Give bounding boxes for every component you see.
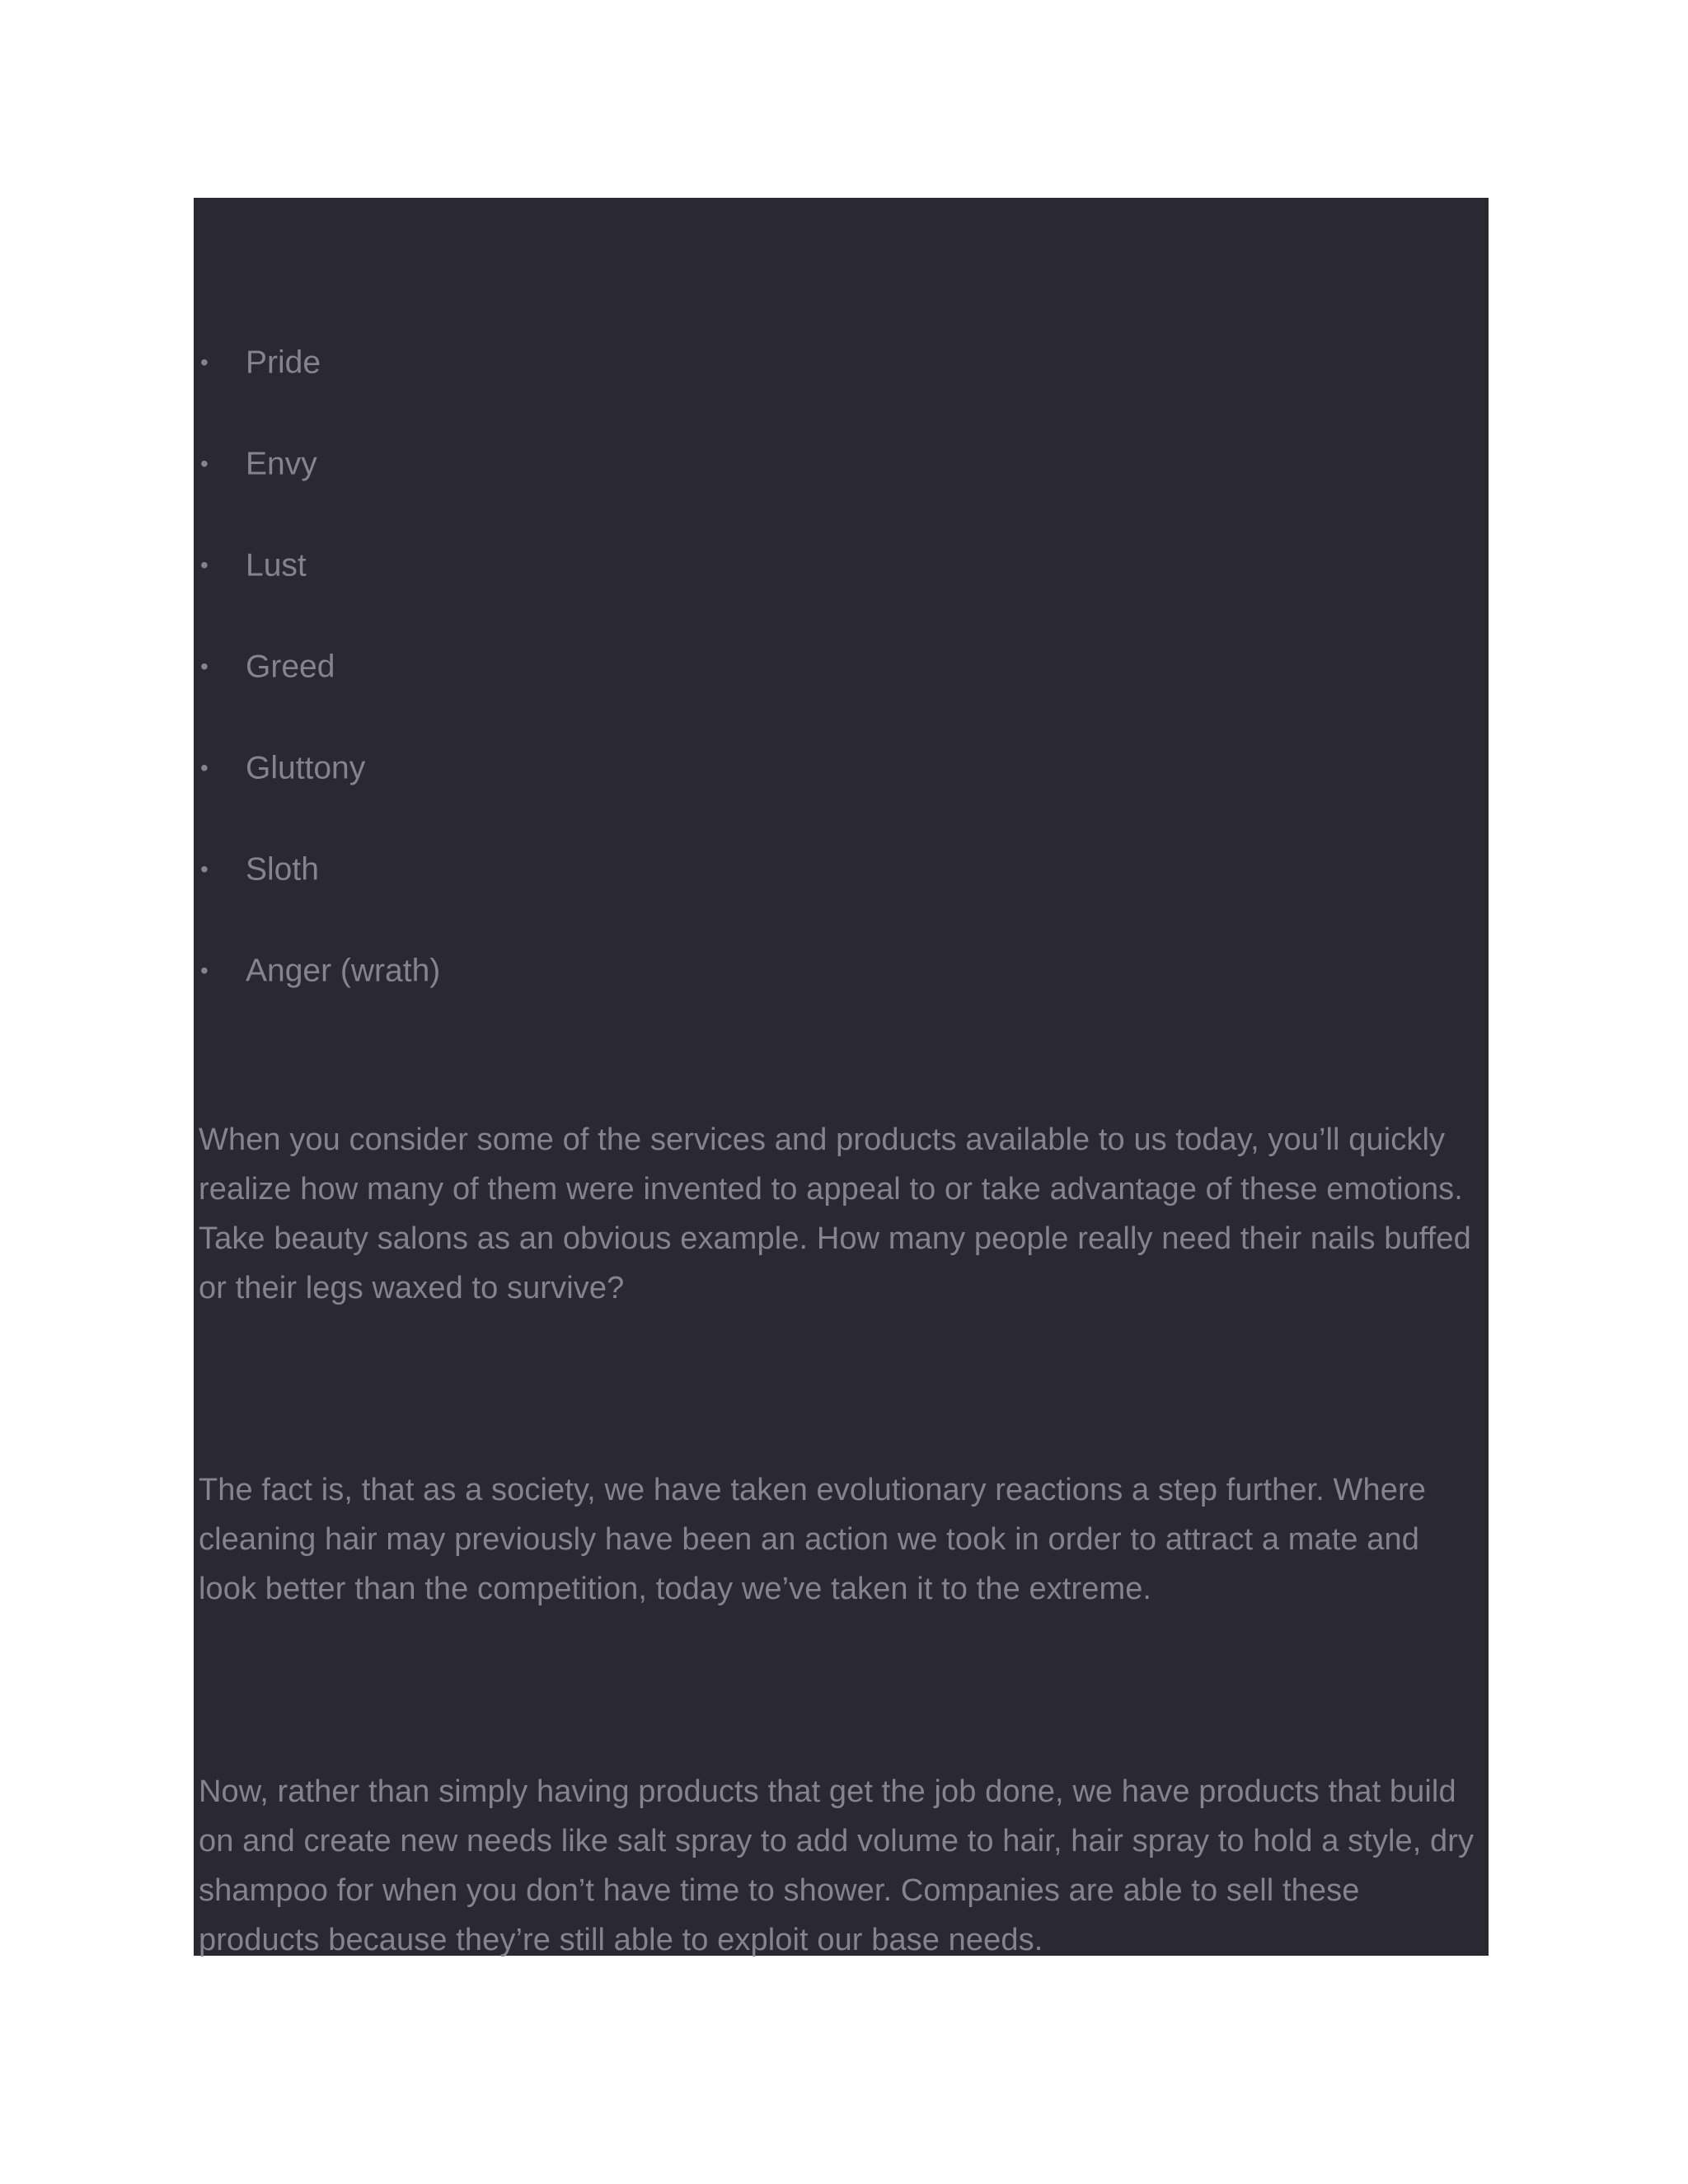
bullet-icon: • — [200, 349, 209, 375]
list-item-label: Envy — [246, 446, 317, 481]
list-item-label: Lust — [246, 547, 307, 583]
sins-bullet-list — [194, 312, 1489, 1021]
list-item — [194, 818, 1489, 920]
bullet-icon: • — [200, 855, 209, 882]
paragraph-new-needs: Now, rather than simply having products that get the job done, we have products that build on and create new needs like salt spray to add volume to hair, hair spray to hold a style, dry shampoo for when you don’t have time to shower. Companies are able to sell these products because they’re still able to exploit our base needs. — [199, 1774, 1475, 1957]
document-content-block — [194, 198, 1489, 1956]
bullet-icon: • — [200, 450, 209, 476]
bullet-icon: • — [200, 957, 209, 983]
list-item — [194, 920, 1489, 1021]
bullet-icon: • — [200, 551, 209, 578]
bullet-icon: • — [200, 653, 209, 679]
list-item-label: Sloth — [246, 851, 319, 887]
list-item — [194, 413, 1489, 514]
list-item-label: Greed — [246, 649, 335, 684]
list-item — [194, 717, 1489, 818]
list-item-label: Gluttony — [246, 750, 366, 785]
list-item-label: Anger (wrath) — [246, 953, 441, 988]
paragraph-evolutionary-reactions: The fact is, that as a society, we have taken evolutionary reactions a step further. Where cleaning hair may previously have been an action we took in order to attract a mate and look better than the competition, today we’ve taken it to the extreme. — [199, 1473, 1426, 1606]
list-item — [194, 312, 1489, 413]
paragraph-beauty-salons: When you consider some of the services and products available to us today, you’ll quickly realize how many of them were invented to appeal to or take advantage of these emotions. Take beauty salons as an obvious example. How many people really need their nails buffed or their legs waxed to survive? — [199, 1122, 1471, 1305]
list-item-label: Pride — [246, 344, 321, 380]
list-item — [194, 616, 1489, 717]
bullet-icon: • — [200, 754, 209, 780]
list-item — [194, 514, 1489, 616]
